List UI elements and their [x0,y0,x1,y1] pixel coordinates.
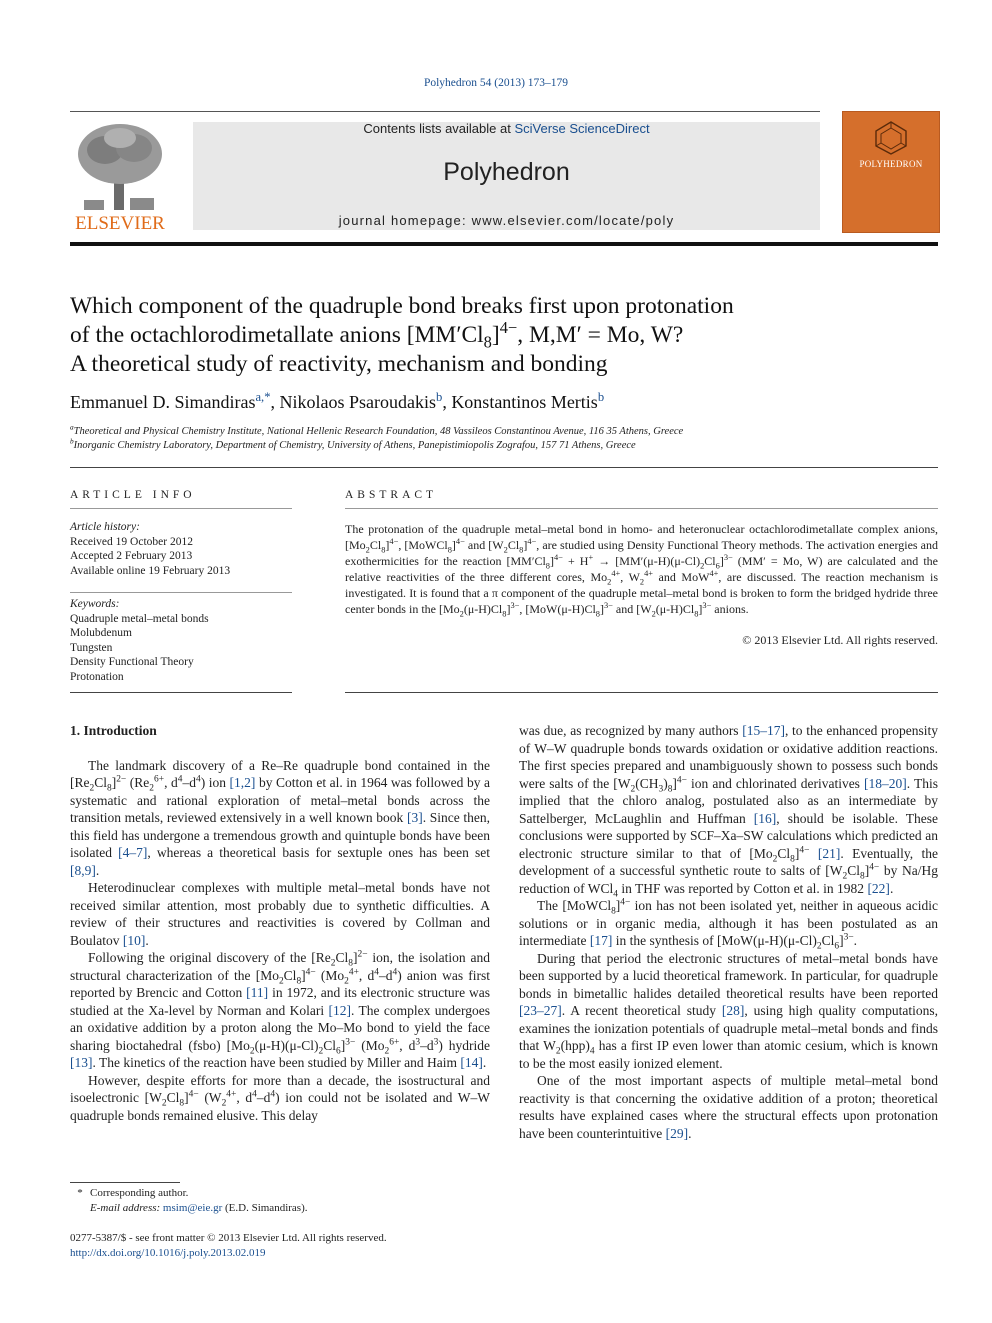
cover-title: POLYHEDRON [859,159,923,169]
title-line-3: A theoretical study of reactivity, mechanism and bonding [70,351,608,377]
paragraph: During that period the electronic structures of metal–metal bonds have been supported by a lucid theoretical framework. In particular, for quadruple bonds in bimetallic halides detailed theoretical results have been reported [23–27]. A recent theoretical study [28], using high quality computations, examines the ionization potentials of quadruple metal–metal bonds and finds that $W_2(hpp)_4$ has a first IP even lower than atomic cesium, which is known to be the most easily ionized element. [519,950,939,1071]
divider [70,467,938,468]
affiliation-mark: a [70,422,74,432]
divider [70,592,292,593]
article-history [70,520,230,578]
title-line-2 [70,318,930,352]
paragraph: The landmark discovery of a Re–Re quadruple bond contained in the $[Re_2Cl_8]^{2-}$ ($Re_2^{6+}$, $d^4-d^4$) ion [1,2] by Cotton et al. in 1964 was followed by a systematic and rational exploration of metal–metal bonds across the transition metals, reviewed extensively in a well known book [3]. Since then, this field has undergone a tremendous growth and quintuple bonds have been isolated [4–7], whereas a theoretical basis for sextuple ones has been set [8,9]. [70,757,491,878]
header-rule [70,111,820,112]
footnote-rule [70,1182,180,1183]
affiliations [70,422,684,453]
divider [345,692,938,693]
paragraph: The [MoWCl$_8$]$^{4-}$ ion has not been isolated yet, neither in aqueous acidic solutions or in organic media, although it has been postulated as an intermediate [17] in the synthesis of $[MoW(\mu-H)(\mu-Cl)_2Cl_6]^{3-}$. [519,897,938,952]
keyword: Protonation [70,670,124,683]
body-column-left [70,722,490,1124]
author-name: Emmanuel D. Simandiras [70,392,256,412]
keyword: Molubdenum [70,627,132,639]
header-thick-rule [70,242,938,246]
sciencedirect-link[interactable]: SciVerse ScienceDirect [514,121,650,136]
paragraph: Following the original discovery of the $[Re_2Cl_8]^{2-}$ ion, the isolation and structural characterization of the $[Mo_2Cl_8]^{4-}$ ($Mo_2^{4+}$, $d^4-d^4$) anion was first reported by Brencic and Cotton [11] in 1972, and its electronic structure was studied at the Xa-level by Norman and Kolari [12]. The complex undergoes an oxidative addition by a proton along the Mo–Mo bond to yield the face sharing bioctahedral (fsbo) $[Mo_2(\mu-H)(\mu-Cl)_2Cl_6]^{3-}$ ($Mo_2^{6+}$, $d^3-d^3$) hydride [13]. The kinetics of the reaction have been studied by Miller and Haim [14]. [70,949,491,1070]
contents-line [193,121,820,136]
footnote [70,1186,307,1215]
article-info-heading: ARTICLE INFO [70,489,196,501]
author-name: Konstantinos Mertis [451,392,598,412]
keyword: Quadruple metal–metal bonds [70,612,209,625]
corresponding-author-note [70,1186,307,1201]
abstract-heading: ABSTRACT [345,489,438,501]
title-line-2-d: 4− [499,318,518,338]
affiliation-text: Theoretical and Physical Chemistry Institute, National Hellenic Research Foundation, 48 Vassileos Constantinou Avenue, 116 35 Athens, Greece [73,426,684,437]
journal-cover [842,111,940,233]
history-label: Article history: [70,521,140,533]
paragraph: Heterodinuclear complexes with multiple metal–metal bonds have not received similar attention, most probably due to synthetic difficulties. A review of their structures and reactivities is covered by Collman and Boulatov [10]. [70,880,490,948]
affiliation-mark: b [70,436,74,446]
email-link[interactable]: msim@eie.gr [162,1201,223,1214]
corresponding-label: Corresponding author. [90,1187,189,1199]
elsevier-wordmark: ELSEVIER [75,213,165,232]
journal-name: Polyhedron [443,158,570,186]
divider [70,692,292,693]
section-heading: 1. Introduction [70,723,157,738]
keywords-label: Keywords: [70,598,120,610]
title-line-2-e: , M,M′ = Mo, W? [517,322,684,348]
body-column-right [519,722,938,1142]
history-item: Available online 19 February 2013 [70,564,231,577]
affiliation-text: Inorganic Chemistry Laboratory, Department of Chemistry, University of Athens, Panepistimiopolis Zografou, 157 71 Athens, Greece [73,440,636,451]
polyhedron-icon [873,120,909,156]
issn-line: 0277-5387/$ - see front matter © 2013 Elsevier Ltd. All rights reserved. [70,1232,387,1244]
article-title [70,292,930,379]
paragraph: However, despite efforts for more than a decade, the isostructural and isoelectronic $[W_2Cl_8]^{4-}$ ($W_2^{4+}$, $d^4-d^4$) ion could not be isolated and W–W quadruple bonds remained elusive. This delay [70,1072,490,1123]
keyword: Density Functional Theory [70,656,194,668]
keyword: Tungsten [70,641,113,654]
divider [70,508,292,509]
paragraph: was due, as recognized by many authors [15–17], to the enhanced propensity of W–W quadruple bonds towards oxidation or oxidative addition reactions. The first species prepared and unambiguously shown to possess such bonds were salts of the $[W_2(CH_3)_8]^{4-}$ ion and chlorinated derivatives [18–20]. This implied that the chloro analog, postulated also as an intermediate by Sattelberger, McLaughlin and Huffman [16], should be isolable. These conclusions were supported by SCF–Xa–SW calculations which predicted an electronic structure similar to that of $[Mo_2Cl_8]^{4-}$ [21]. Eventually, the development of a successful synthetic route to salts of $[W_2Cl_8]^{4-}$ by Na/Hg reduction of WCl$_4$ in THF was reported by Cotton et al. in 1982 [22]. [519,723,938,900]
journal-homepage [193,213,820,228]
front-matter [70,1231,387,1260]
footnote-mark: * [77,1187,83,1199]
author-separator: , [270,392,280,412]
email-suffix: (E.D. Simandiras). [222,1201,308,1214]
elsevier-logo [70,120,170,232]
history-item: Accepted 2 February 2013 [70,550,193,562]
homepage-prefix: journal homepage: [338,213,472,228]
author-separator: , [442,392,452,412]
email-label: E-mail address: [90,1201,161,1214]
title-line-2-c: ] [491,322,500,348]
divider [345,508,938,509]
author-affiliation-mark[interactable]: b [597,390,605,404]
keywords [70,597,209,684]
contents-prefix: Contents lists available at [363,121,515,136]
author-list [70,392,604,413]
title-line-2-b: 8 [483,332,492,352]
title-line-1: Which component of the quadruple bond breaks first upon protonation [70,293,734,319]
author-affiliation-mark[interactable]: b [436,390,443,404]
doi-link[interactable]: http://dx.doi.org/10.1016/j.poly.2013.02.019 [70,1246,266,1259]
abstract-copyright: © 2013 Elsevier Ltd. All rights reserved. [742,633,938,647]
paragraph: One of the most important aspects of multiple metal–metal bond reactivity is that concerning the oxidative addition of a proton; theoretical results have explained cases where the structural effects upon protonation have been counterintuitive [29]. [519,1073,938,1141]
homepage-url[interactable]: www.elsevier.com/locate/poly [471,213,675,228]
affiliation [70,436,683,453]
email-line [70,1201,307,1216]
author-name: Nikolaos Psaroudakis [279,392,437,412]
affiliation [70,422,684,439]
history-item: Received 19 October 2012 [70,535,193,548]
abstract-text: The protonation of the quadruple metal–metal bond in homo- and heteronuclear octachlorodimetallate complex anions, $[Mo_2Cl_8]^{4-}$, [MoWCl$_8$]$^{4-}$ and $[W_2Cl_8]^{4-}$, are studied using Density Functional Theory methods. The activation energies and exothermicities for the reaction $[MM'Cl_8]^{4-} + H^+ \to [MM'(\mu-H)(\mu-Cl)_2Cl_6]^{3-}$ (MM′ = Mo, W) are calculated and the relative reactivities of the three different cores, $Mo_2^{4+}$, $W_2^{4+}$ and MoW$^{4+}$, are discussed. The reaction mechanism is investigated. It is found that a π component of the quadruple metal–metal bond is broken to form the bridged hydride three center bonds in the $[Mo_2(\mu-H)Cl_8]^{3-}$, $[MoW(\mu-H)Cl_8]^{3-}$ and $[W_2(\mu-H)Cl_8]^{3-}$ anions. [345,522,938,619]
author-affiliation-mark[interactable]: a,* [255,390,271,404]
journal-reference[interactable]: Polyhedron 54 (2013) 173–179 [423,77,569,89]
title-line-2-a: of the octachlorodimetallate anions [MM′Cl [70,322,484,348]
